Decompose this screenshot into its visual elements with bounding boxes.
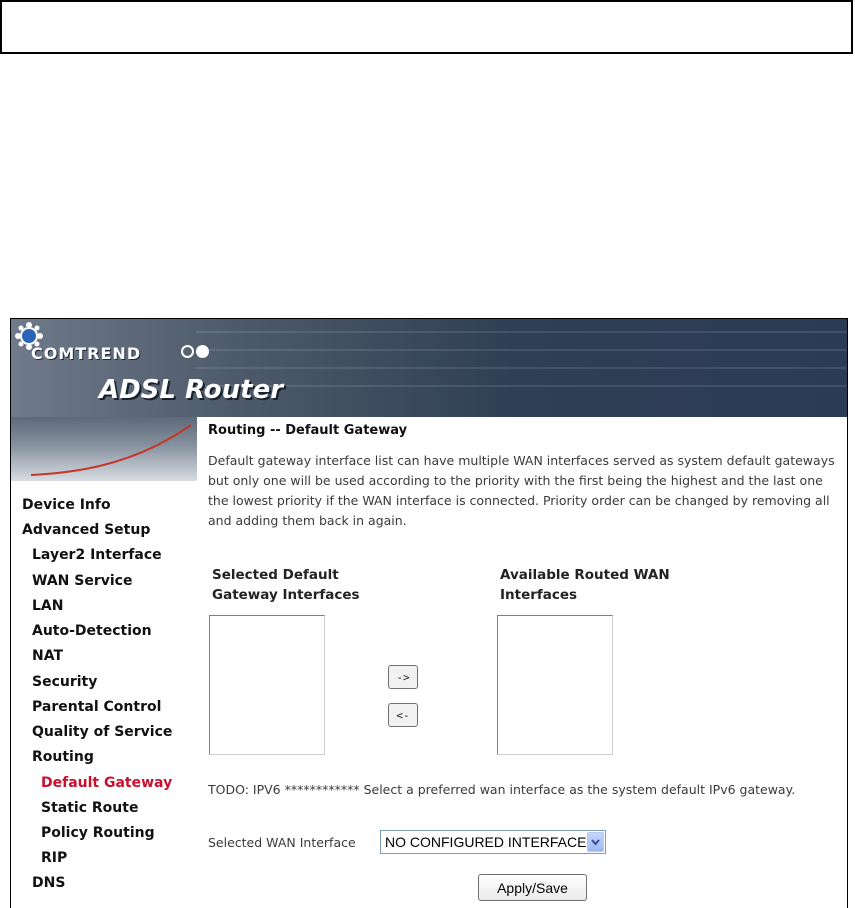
router-web-ui (10, 318, 848, 908)
selected-header-line2: Gateway Interfaces (212, 587, 360, 603)
sidebar-item-parental-control[interactable]: Parental Control (32, 699, 162, 715)
sidebar-item-device-info[interactable]: Device Info (22, 497, 111, 513)
sidebar-item-wan-service[interactable]: WAN Service (32, 573, 133, 589)
add-interface-button[interactable]: -> (388, 665, 418, 689)
sidebar-item-nat[interactable]: NAT (32, 648, 64, 664)
selected-gateways-listbox[interactable] (209, 615, 325, 755)
sidebar-item-policy-routing[interactable]: Policy Routing (41, 825, 155, 841)
brand-name: COMTREND (31, 344, 142, 363)
wan-interface-select[interactable] (380, 830, 606, 854)
sidebar-item-static-route[interactable]: Static Route (41, 800, 139, 816)
ipv6-todo-text: TODO: IPV6 ************ Select a preferred wan interface as the system default IPv6 gateway. (208, 782, 796, 797)
page-description: Default gateway interface list can have multiple WAN interfaces served as system default gateways but only one will be used according to the priority with the first being the highest and the last one the lowest priority if the WAN interface is connected. Priority order can be changed by removing all and adding them back in again. (208, 453, 835, 528)
main-content (197, 417, 847, 908)
product-name: ADSL Router (99, 375, 284, 405)
sidebar-item-auto-detection[interactable]: Auto-Detection (32, 623, 152, 639)
wan-interface-label: Selected WAN Interface (208, 835, 356, 850)
selected-gateways-header (212, 565, 360, 605)
header-banner (11, 319, 847, 417)
sidebar-item-default-gateway[interactable]: Default Gateway (41, 775, 173, 791)
top-empty-box (0, 0, 853, 54)
available-header-line1: Available Routed WAN (500, 567, 670, 583)
page-title: Routing -- Default Gateway (208, 423, 408, 438)
selected-header-line1: Selected Default (212, 567, 339, 583)
sidebar (11, 417, 197, 908)
sidebar-item-rip[interactable]: RIP (41, 850, 68, 866)
apply-save-button[interactable]: Apply/Save (478, 874, 587, 901)
sidebar-item-advanced-setup[interactable]: Advanced Setup (22, 522, 151, 538)
available-interfaces-header (500, 565, 670, 605)
sidebar-item-routing[interactable]: Routing (32, 749, 94, 765)
brand-dots-icon (181, 343, 211, 362)
sidebar-item-lan[interactable]: LAN (32, 598, 64, 614)
chevron-down-icon[interactable] (587, 832, 604, 852)
sidebar-item-security[interactable]: Security (32, 674, 98, 690)
sidebar-item-dns[interactable]: DNS (32, 875, 66, 891)
sidebar-item-quality-of-service[interactable]: Quality of Service (32, 724, 173, 740)
sidebar-decoration (11, 417, 197, 481)
remove-interface-button[interactable]: <- (388, 703, 418, 727)
available-interfaces-listbox[interactable] (497, 615, 613, 755)
sidebar-item-layer2-interface[interactable]: Layer2 Interface (32, 547, 162, 563)
wan-interface-selected-value: NO CONFIGURED INTERFACE (385, 834, 587, 850)
available-header-line2: Interfaces (500, 587, 578, 603)
